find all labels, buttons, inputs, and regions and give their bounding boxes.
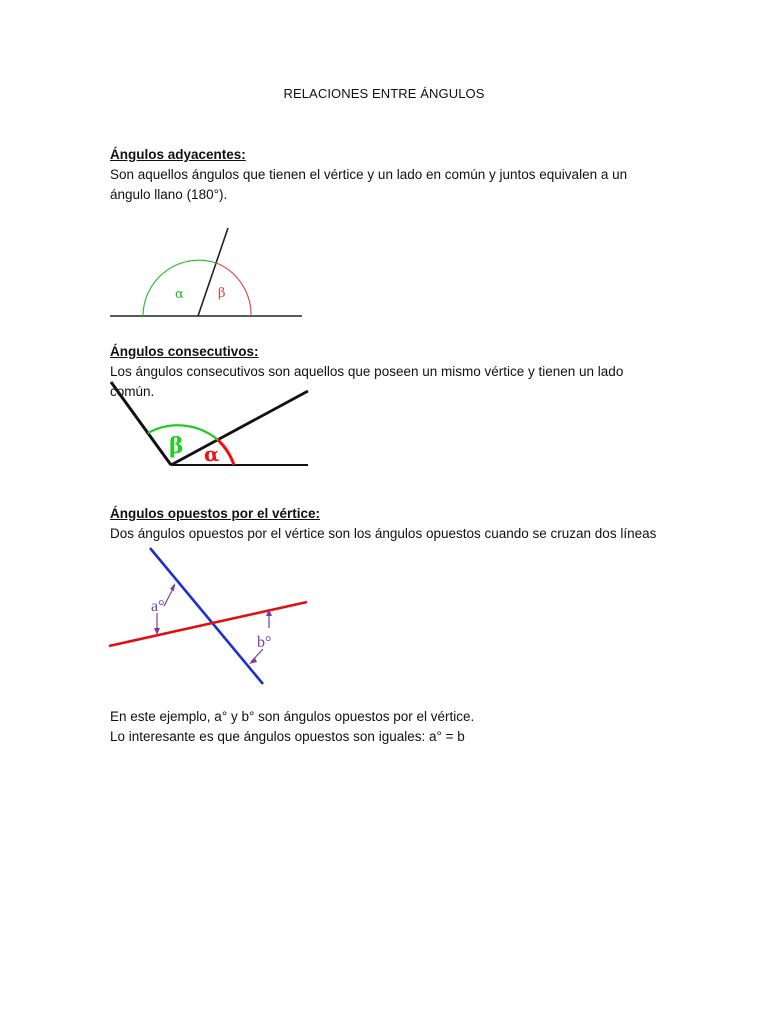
a-label: a° (151, 598, 165, 615)
conclusion-line-1: En este ejemplo, a° y b° son ángulos opuestos por el vértice. (110, 709, 475, 724)
text-opposite-angles: Dos ángulos opuestos por el vértice son los ángulos opuestos cuando se cruzan dos líneas (110, 526, 657, 541)
b-arrowhead-bottom (249, 658, 257, 664)
alpha-label: α (204, 442, 220, 466)
beta-label: β (218, 286, 226, 301)
oblique-ray (198, 228, 228, 316)
text-adjacent-angles: Son aquellos ángulos que tienen el vértice y un lado en común y juntos equivalen a un ángulo llano (180°). (110, 167, 628, 202)
conclusion-line-2: Lo interesante es que ángulos opuestos son iguales: a° = b (110, 729, 465, 744)
text-consecutive-angles: Los ángulos consecutivos son aquellos que poseen un mismo vértice y tienen un lado común. (110, 364, 624, 399)
figure-opposite-angles (108, 545, 310, 687)
a-arrowhead-top (170, 583, 175, 591)
heading-opposite-angles: Ángulos opuestos por el vértice: (110, 506, 321, 521)
alpha-label: α (175, 287, 184, 302)
page-title: RELACIONES ENTRE ÁNGULOS (283, 86, 485, 101)
red-line (109, 602, 307, 646)
heading-consecutive-angles: Ángulos consecutivos: (110, 344, 259, 359)
upper-right-ray (171, 391, 308, 465)
heading-adjacent-angles: Ángulos adyacentes: (110, 147, 246, 162)
figure-consecutive-angles (108, 380, 310, 470)
left-ray (111, 382, 171, 465)
alpha-arc (218, 440, 234, 465)
figure-adjacent-angles (108, 226, 304, 320)
b-label: b° (257, 634, 272, 651)
beta-label: β (169, 433, 184, 459)
